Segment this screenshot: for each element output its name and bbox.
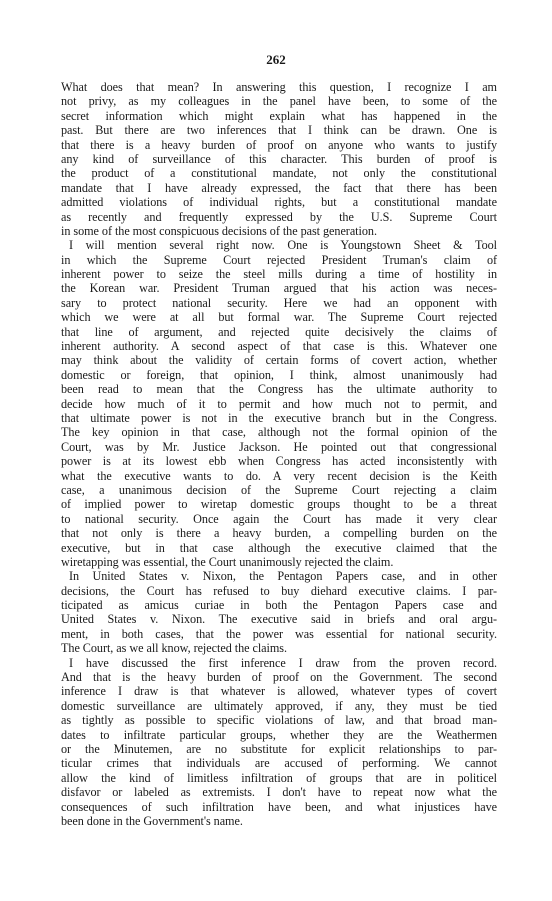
text-line: any kind of surveillance of this character. This burden of proof is <box>61 151 497 166</box>
text-line: decide how much of it to permit and how much not to permit, and <box>61 396 497 411</box>
text-line: case, a unanimous decision of the Supreme Court rejecting a claim <box>61 482 497 497</box>
text-line: The key opinion in that case, although not the formal opinion of the <box>61 425 497 440</box>
text-line: to national security. Once again the Court has made it very clear <box>61 511 497 526</box>
text-line: the product of a constitutional mandate, not only the constitutional <box>61 166 497 181</box>
text-line: decisions, the Court has refused to buy diehard executive claims. I par- <box>61 583 497 598</box>
text-line: What does that mean? In answering this question, I recognize I am <box>61 80 497 94</box>
text-line: Court, was by Mr. Justice Jackson. He pointed out that congressional <box>61 439 497 454</box>
text-line: inherent authority. A second aspect of that case is this. Whatever one <box>61 339 497 354</box>
text-line: may think about the validity of certain forms of covert action, whether <box>61 353 497 368</box>
text-line: And that is the heavy burden of proof on the Government. The second <box>61 670 497 685</box>
text-line: dates to infiltrate particular groups, whether they are the Weathermen <box>61 727 497 742</box>
text-line: ment, in both cases, that the power was essential for national security. <box>61 626 497 641</box>
body-text <box>61 80 497 828</box>
text-line: ticular crimes that individuals are accused of performing. We cannot <box>61 756 497 771</box>
text-line: as tightly as possible to specific violations of law, and that broad man- <box>61 713 497 728</box>
text-line: been read to mean that the Congress has the ultimate authority to <box>61 382 497 397</box>
text-line: that ultimate power is not in the executive branch but in the Congress. <box>61 410 497 425</box>
page-number: 262 <box>266 52 286 67</box>
text-line: inherent power to seize the steel mills during a time of hostility in <box>61 267 497 282</box>
text-line: in which the Supreme Court rejected President Truman's claim of <box>61 252 497 267</box>
text-line: power is at its lowest ebb when Congress has acted inconsistently with <box>61 454 497 469</box>
text-line: The Court, as we all know, rejected the claims. <box>61 641 287 656</box>
text-line: domestic or foreign, that opinion, I think, almost unanimously had <box>61 367 497 382</box>
text-line: admitted violations of individual rights, but a constitutional mandate <box>61 195 497 210</box>
text-line: consequences of such infiltration have been, and what injustices have <box>61 799 497 814</box>
text-line: of implied power to wiretap domestic groups thought to be a threat <box>61 497 497 512</box>
text-line: or the Minutemen, are no substitute for explicit relationships to par- <box>61 741 497 756</box>
text-line: domestic surveillance are ultimately approved, if any, they must be tied <box>61 698 497 713</box>
text-line: what the executive wants to do. A very recent decision is the Keith <box>61 468 497 483</box>
text-line: executive, but in that case although the executive claimed that the <box>61 540 497 555</box>
text-line: that line of argument, and rejected quite decisively the claims of <box>61 324 497 339</box>
text-line: I have discussed the first inference I draw from the proven record. <box>69 655 497 670</box>
text-line: ticipated as amicus curiae in both the Pentagon Papers case and <box>61 598 497 613</box>
text-line: in some of the most conspicuous decisions of the past generation. <box>61 223 377 238</box>
text-line: mandate that I have already expressed, the fact that there has been <box>61 180 497 195</box>
text-line: wiretapping was essential, the Court unanimously rejected the claim. <box>61 554 394 569</box>
text-line: been done in the Government's name. <box>61 813 243 828</box>
text-line: the Korean war. President Truman argued that his action was neces- <box>61 281 497 296</box>
text-line: I will mention several right now. One is Youngstown Sheet & Tool <box>69 238 497 253</box>
text-line: that there is a heavy burden of proof on anyone who wants to justify <box>61 137 497 152</box>
text-line: which we were at all but formal war. The Supreme Court rejected <box>61 310 497 325</box>
text-line: not privy, as my colleagues in the panel have been, to some of the <box>61 94 497 109</box>
text-line: inference I draw is that whatever is allowed, whatever types of covert <box>61 684 497 699</box>
text-line: secret information which might explain what has happened in the <box>61 108 497 123</box>
text-line: allow the kind of limitless infiltration of groups that are in politicel <box>61 770 497 785</box>
text-line: that not only is there a heavy burden, a compelling burden on the <box>61 526 497 541</box>
text-line: In United States v. Nixon, the Pentagon Papers case, and in other <box>69 569 497 584</box>
text-line: disfavor or labeled as extremists. I don't have to repeat now what the <box>61 785 497 800</box>
text-line: United States v. Nixon. The executive said in briefs and oral argu- <box>61 612 497 627</box>
text-line: as recently and frequently expressed by the U.S. Supreme Court <box>61 209 497 224</box>
text-line: sary to protect national security. Here we had an opponent with <box>61 295 497 310</box>
text-line: past. But there are two inferences that I think can be drawn. One is <box>61 123 497 138</box>
